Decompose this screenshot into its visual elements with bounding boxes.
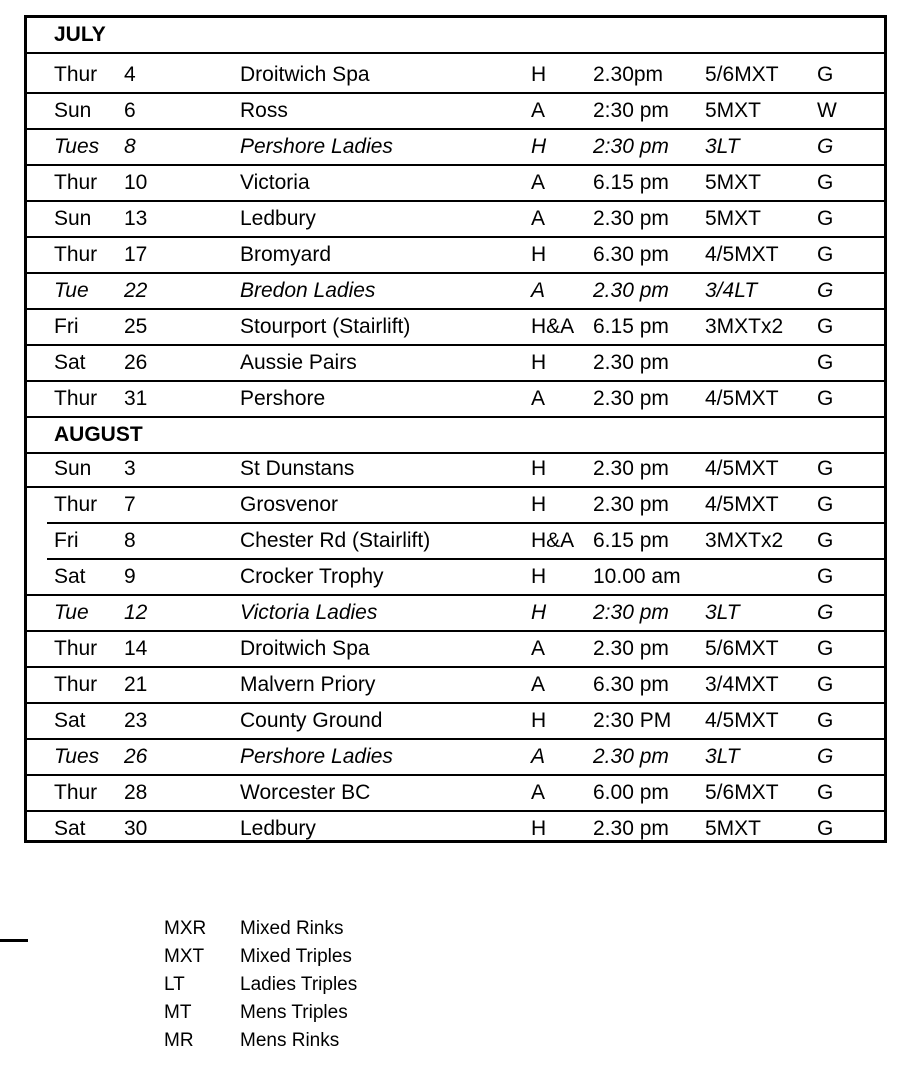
date-cell: 8 — [124, 135, 136, 158]
legend-item — [164, 943, 357, 971]
day-cell: Thur — [54, 781, 98, 804]
legend-meaning: Mixed Triples — [240, 946, 352, 967]
legend-code: MXT — [164, 946, 205, 967]
opponent-cell: Victoria Ladies — [240, 601, 378, 624]
date-cell: 3 — [124, 457, 136, 480]
date-cell: 13 — [124, 207, 148, 230]
fixtures-table — [24, 15, 887, 843]
match-type-cell: 4/5MXT — [705, 387, 779, 410]
green-cell: G — [817, 135, 834, 158]
home-away-cell: H&A — [531, 529, 575, 552]
home-away-cell: A — [531, 387, 546, 410]
fixture-row — [27, 274, 884, 308]
home-away-cell: H — [531, 63, 547, 86]
match-type-cell: 5MXT — [705, 817, 762, 840]
fixture-row — [27, 740, 884, 774]
day-cell: Tue — [54, 279, 89, 302]
legend-meaning: Ladies Triples — [240, 974, 358, 995]
time-cell: 2.30 pm — [593, 387, 669, 410]
match-type-cell: 3LT — [705, 745, 740, 768]
green-cell: G — [817, 315, 834, 338]
match-type-cell: 3/4MXT — [705, 673, 779, 696]
match-type-cell: 5/6MXT — [705, 63, 779, 86]
fixture-row — [27, 94, 884, 128]
abbreviations-legend — [164, 915, 357, 1055]
opponent-cell: Grosvenor — [240, 493, 339, 516]
time-cell: 6.15 pm — [593, 315, 669, 338]
day-cell: Thur — [54, 171, 98, 194]
fixture-row — [27, 632, 884, 666]
match-type-cell: 4/5MXT — [705, 457, 779, 480]
opponent-cell: Ledbury — [240, 817, 316, 840]
day-cell: Thur — [54, 493, 98, 516]
day-cell: Sat — [54, 565, 86, 588]
fixture-row — [27, 524, 884, 558]
opponent-cell: Ross — [240, 99, 288, 122]
fixture-row — [27, 238, 884, 272]
fixture-row — [27, 58, 884, 92]
date-cell: 26 — [124, 351, 148, 374]
opponent-cell: Victoria — [240, 171, 310, 194]
row-divider — [27, 52, 884, 54]
month-label: JULY — [54, 23, 106, 46]
opponent-cell: Pershore — [240, 387, 326, 410]
fixture-row — [27, 382, 884, 416]
home-away-cell: H — [531, 709, 547, 732]
day-cell: Fri — [54, 529, 79, 552]
day-cell: Thur — [54, 243, 98, 266]
home-away-cell: H — [531, 493, 547, 516]
opponent-cell: Crocker Trophy — [240, 565, 384, 588]
fixture-row — [27, 452, 884, 486]
time-cell: 2:30 pm — [593, 135, 669, 158]
date-cell: 10 — [124, 171, 148, 194]
green-cell: G — [817, 351, 834, 374]
month-label: AUGUST — [54, 423, 143, 446]
date-cell: 25 — [124, 315, 148, 338]
time-cell: 2.30 pm — [593, 817, 669, 840]
time-cell: 2.30 pm — [593, 637, 669, 660]
opponent-cell: Bredon Ladies — [240, 279, 376, 302]
fixture-row — [27, 346, 884, 380]
time-cell: 2.30pm — [593, 63, 664, 86]
green-cell: W — [817, 99, 837, 122]
home-away-cell: A — [531, 99, 546, 122]
date-cell: 30 — [124, 817, 148, 840]
day-cell: Thur — [54, 63, 98, 86]
legend-meaning: Mens Triples — [240, 1002, 348, 1023]
date-cell: 8 — [124, 529, 136, 552]
opponent-cell: Pershore Ladies — [240, 135, 393, 158]
match-type-cell: 5MXT — [705, 171, 762, 194]
date-cell: 22 — [124, 279, 148, 302]
green-cell: G — [817, 565, 834, 588]
fixture-row — [27, 668, 884, 702]
legend-code: MXR — [164, 918, 207, 939]
green-cell: G — [817, 673, 834, 696]
home-away-cell: A — [531, 637, 546, 660]
fixture-row — [27, 130, 884, 164]
home-away-cell: A — [531, 745, 546, 768]
legend-item — [164, 1027, 357, 1055]
home-away-cell: H — [531, 601, 547, 624]
time-cell: 6.15 pm — [593, 171, 669, 194]
day-cell: Sun — [54, 99, 92, 122]
opponent-cell: Malvern Priory — [240, 673, 376, 696]
fixture-row — [27, 776, 884, 810]
opponent-cell: Bromyard — [240, 243, 332, 266]
time-cell: 10.00 am — [593, 565, 681, 588]
opponent-cell: Chester Rd (Stairlift) — [240, 529, 431, 552]
day-cell: Thur — [54, 673, 98, 696]
time-cell: 2.30 pm — [593, 745, 669, 768]
time-cell: 6.15 pm — [593, 529, 669, 552]
day-cell: Thur — [54, 387, 98, 410]
match-type-cell: 3MXTx2 — [705, 529, 784, 552]
home-away-cell: A — [531, 171, 546, 194]
day-cell: Sun — [54, 457, 92, 480]
date-cell: 17 — [124, 243, 148, 266]
day-cell: Tues — [54, 745, 100, 768]
match-type-cell: 4/5MXT — [705, 709, 779, 732]
date-cell: 21 — [124, 673, 148, 696]
fixture-row — [27, 704, 884, 738]
green-cell: G — [817, 745, 834, 768]
home-away-cell: H — [531, 135, 547, 158]
opponent-cell: Pershore Ladies — [240, 745, 393, 768]
opponent-cell: Droitwich Spa — [240, 637, 370, 660]
match-type-cell: 4/5MXT — [705, 493, 779, 516]
match-type-cell: 5/6MXT — [705, 637, 779, 660]
month-header-row — [27, 418, 884, 452]
legend-code: MR — [164, 1030, 194, 1051]
date-cell: 23 — [124, 709, 148, 732]
fixture-row — [27, 488, 884, 522]
day-cell: Tue — [54, 601, 89, 624]
home-away-cell: A — [531, 207, 546, 230]
time-cell: 2.30 pm — [593, 493, 669, 516]
green-cell: G — [817, 171, 834, 194]
match-type-cell: 5/6MXT — [705, 781, 779, 804]
day-cell: Sun — [54, 207, 92, 230]
opponent-cell: Worcester BC — [240, 781, 371, 804]
time-cell: 2.30 pm — [593, 457, 669, 480]
fixture-row — [27, 812, 884, 846]
green-cell: G — [817, 387, 834, 410]
date-cell: 9 — [124, 565, 136, 588]
match-type-cell: 3/4LT — [705, 279, 758, 302]
opponent-cell: Ledbury — [240, 207, 316, 230]
home-away-cell: H — [531, 351, 547, 374]
match-type-cell: 3LT — [705, 601, 740, 624]
fixture-row — [27, 310, 884, 344]
green-cell: G — [817, 207, 834, 230]
green-cell: G — [817, 709, 834, 732]
day-cell: Sat — [54, 351, 86, 374]
time-cell: 2.30 pm — [593, 351, 669, 374]
opponent-cell: County Ground — [240, 709, 383, 732]
legend-code: MT — [164, 1002, 192, 1023]
date-cell: 14 — [124, 637, 148, 660]
time-cell: 2.30 pm — [593, 279, 669, 302]
legend-item — [164, 971, 357, 999]
margin-rule — [0, 939, 28, 942]
legend-item — [164, 999, 357, 1027]
home-away-cell: A — [531, 673, 546, 696]
green-cell: G — [817, 529, 834, 552]
date-cell: 28 — [124, 781, 148, 804]
date-cell: 6 — [124, 99, 136, 122]
day-cell: Tues — [54, 135, 100, 158]
date-cell: 31 — [124, 387, 148, 410]
match-type-cell: 3LT — [705, 135, 740, 158]
time-cell: 2:30 pm — [593, 99, 669, 122]
opponent-cell: Stourport (Stairlift) — [240, 315, 411, 338]
green-cell: G — [817, 637, 834, 660]
month-header-row — [27, 18, 884, 52]
time-cell: 6.00 pm — [593, 781, 669, 804]
day-cell: Sat — [54, 817, 86, 840]
home-away-cell: A — [531, 279, 546, 302]
green-cell: G — [817, 601, 834, 624]
home-away-cell: A — [531, 781, 546, 804]
green-cell: G — [817, 63, 834, 86]
match-type-cell: 5MXT — [705, 99, 762, 122]
green-cell: G — [817, 817, 834, 840]
time-cell: 2.30 pm — [593, 207, 669, 230]
fixture-row — [27, 560, 884, 594]
match-type-cell: 3MXTx2 — [705, 315, 784, 338]
green-cell: G — [817, 781, 834, 804]
legend-meaning: Mens Rinks — [240, 1030, 340, 1051]
date-cell: 12 — [124, 601, 148, 624]
green-cell: G — [817, 493, 834, 516]
legend-code: LT — [164, 974, 185, 995]
green-cell: G — [817, 457, 834, 480]
day-cell: Sat — [54, 709, 86, 732]
home-away-cell: H&A — [531, 315, 575, 338]
fixture-row — [27, 166, 884, 200]
date-cell: 4 — [124, 63, 136, 86]
green-cell: G — [817, 243, 834, 266]
home-away-cell: H — [531, 243, 547, 266]
time-cell: 2:30 PM — [593, 709, 672, 732]
time-cell: 6.30 pm — [593, 243, 669, 266]
date-cell: 7 — [124, 493, 136, 516]
match-type-cell: 4/5MXT — [705, 243, 779, 266]
green-cell: G — [817, 279, 834, 302]
opponent-cell: St Dunstans — [240, 457, 355, 480]
day-cell: Fri — [54, 315, 79, 338]
time-cell: 6.30 pm — [593, 673, 669, 696]
home-away-cell: H — [531, 457, 547, 480]
fixture-row — [27, 596, 884, 630]
match-type-cell: 5MXT — [705, 207, 762, 230]
opponent-cell: Droitwich Spa — [240, 63, 370, 86]
legend-item — [164, 915, 357, 943]
home-away-cell: H — [531, 565, 547, 588]
time-cell: 2:30 pm — [593, 601, 669, 624]
legend-meaning: Mixed Rinks — [240, 918, 344, 939]
date-cell: 26 — [124, 745, 148, 768]
opponent-cell: Aussie Pairs — [240, 351, 357, 374]
day-cell: Thur — [54, 637, 98, 660]
home-away-cell: H — [531, 817, 547, 840]
fixture-row — [27, 202, 884, 236]
